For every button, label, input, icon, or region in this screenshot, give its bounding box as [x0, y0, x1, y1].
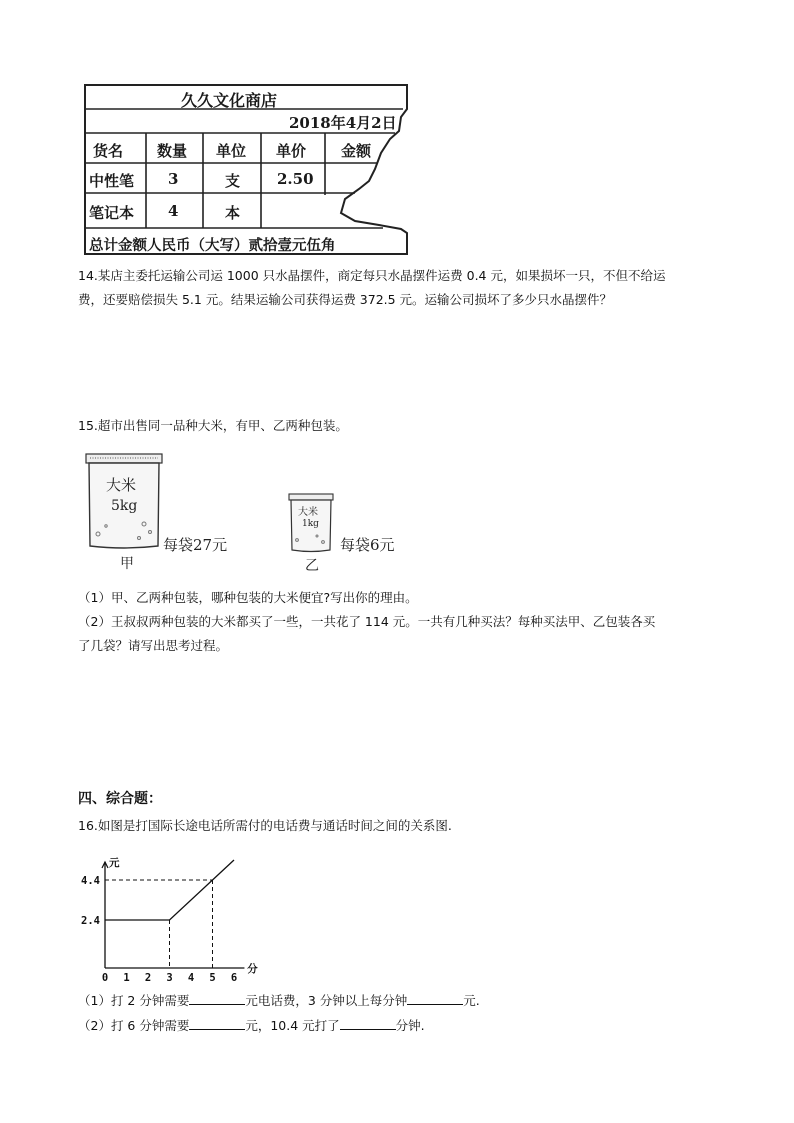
q15-sub2-line2: 了几袋？请写出思考过程。 [78, 638, 229, 653]
answer-blank-4[interactable] [340, 1017, 396, 1030]
bag-a-label: 大米 [106, 476, 137, 494]
q16-sub1 [78, 992, 480, 1009]
bag-a-price: 每袋27元 [163, 536, 228, 554]
header-qty: 数量 [157, 142, 188, 160]
q16-sub1-text-c: 元. [463, 993, 480, 1008]
q16-sub2 [78, 1017, 425, 1034]
receipt-total: 总计金额人民币（大写）贰拾壹元伍角 [89, 237, 336, 254]
x-tick-label: 1 [123, 972, 130, 984]
row1-price: 2.50 [277, 170, 314, 188]
q14-line1: 14.某店主委托运输公司运 1000 只水晶摆件，商定每只水晶摆件运费 0.4 元，如果损坏一只，不但不给运 [78, 268, 666, 283]
y-axis-label: 元 [109, 857, 120, 869]
y-tick-label: 4.4 [81, 875, 100, 887]
q16-sub2-text-b: 元，10.4 元打了 [245, 1018, 340, 1033]
row2-unit: 本 [225, 204, 241, 222]
q15-intro: 15.超市出售同一品种大米，有甲、乙两种包装。 [78, 418, 348, 433]
fee-line [105, 860, 234, 920]
header-amount: 金额 [341, 142, 372, 160]
bag-b-name: 乙 [305, 558, 319, 574]
q15-sub2-line1: （2）王叔叔两种包装的大米都买了一些，一共花了 114 元。一共有几种买法？每种买法甲、乙包装各买 [78, 614, 656, 629]
answer-blank-2[interactable] [407, 992, 463, 1005]
store-name: 久久文化商店 [181, 91, 278, 110]
phone-fee-chart [78, 846, 278, 984]
chart-canvas [78, 846, 278, 984]
header-name: 货名 [93, 142, 124, 160]
q14-line2: 费，还要赔偿损失 5.1 元。结果运输公司获得运费 372.5 元。运输公司损坏了多少只水晶摆件？ [78, 292, 613, 307]
y-tick-label: 2.4 [81, 915, 100, 927]
x-tick-label: 0 [101, 972, 109, 984]
bag-b-price: 每袋6元 [340, 536, 395, 554]
q16-intro: 16.如图是打国际长途电话所需付的电话费与通话时间之间的关系图. [78, 818, 452, 833]
q15-sub1: （1）甲、乙两种包装，哪种包装的大米便宜?写出你的理由。 [78, 590, 418, 605]
x-tick-label: 6 [230, 972, 238, 984]
row2-name: 笔记本 [89, 204, 135, 222]
receipt-image [83, 83, 410, 256]
row1-unit: 支 [225, 172, 241, 190]
bag-a-name: 甲 [120, 556, 134, 572]
x-tick-label: 5 [209, 972, 216, 984]
q16-sub2-text-a: （2）打 6 分钟需要 [78, 1018, 190, 1033]
rice-bag-b [287, 492, 335, 554]
bag-b-weight: 1kg [302, 519, 319, 529]
bag-a-weight: 5kg [111, 498, 138, 514]
q16-sub1-text-b: 元电话费，3 分钟以上每分钟 [245, 993, 408, 1008]
row2-qty: 4 [168, 202, 179, 220]
header-price: 单价 [276, 142, 307, 160]
row1-qty: 3 [168, 170, 179, 188]
rice-bag-a [84, 452, 164, 552]
x-axis-label: 分 [247, 963, 258, 975]
header-unit: 单位 [216, 142, 247, 160]
x-tick-label: 4 [187, 972, 195, 984]
x-tick-label: 2 [144, 972, 152, 984]
bag-b-label: 大米 [298, 507, 318, 518]
receipt-date: 2018年4月2日 [289, 114, 397, 132]
q16-sub2-text-c: 分钟. [395, 1018, 425, 1033]
answer-blank-3[interactable] [189, 1017, 245, 1030]
q16-sub1-text-a: （1）打 2 分钟需要 [78, 993, 190, 1008]
x-tick-label: 3 [166, 972, 173, 984]
row1-name: 中性笔 [89, 172, 135, 190]
answer-blank-1[interactable] [189, 992, 245, 1005]
section-heading: 四、综合题： [78, 791, 162, 807]
